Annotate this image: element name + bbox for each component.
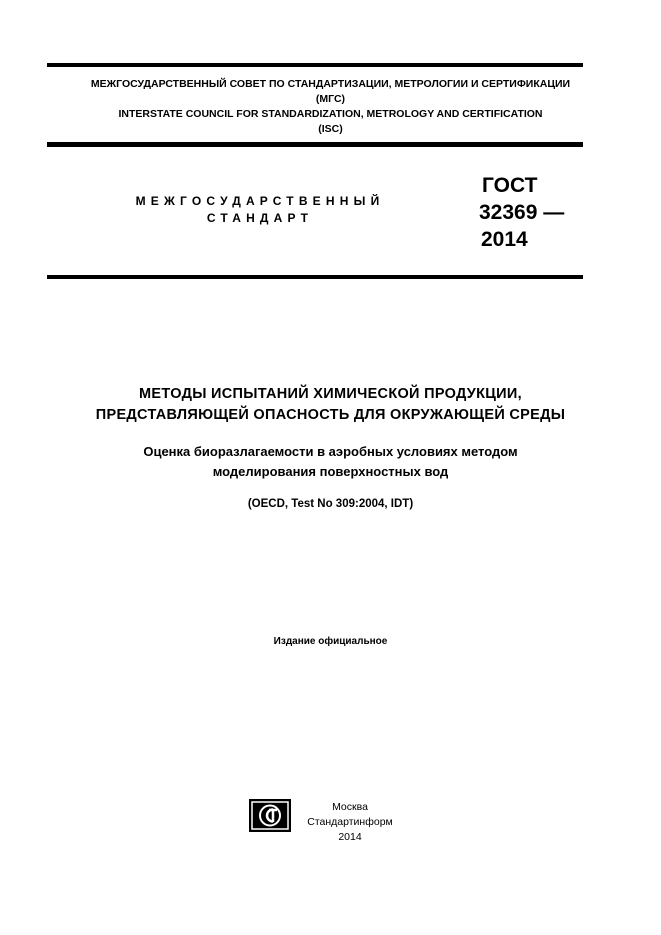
gost-number: 32369 — — [479, 201, 565, 224]
standartinform-logo-icon — [249, 799, 291, 832]
gost-year: 2014 — [481, 228, 528, 251]
document-subtitle — [0, 442, 661, 482]
subtitle-line1: Оценка биоразлагаемости в аэробных условиях методом — [143, 444, 518, 459]
document-title — [0, 384, 661, 426]
header-rule — [47, 142, 583, 147]
publisher-year: 2014 — [338, 831, 362, 843]
title-line2: ПРЕДСТАВЛЯЮЩЕЙ ОПАСНОСТЬ ДЛЯ ОКРУЖАЮЩЕЙ СРЕДЫ — [95, 407, 566, 423]
publisher-info — [300, 800, 400, 845]
oecd-reference: (OECD, Test No 309:2004, IDT) — [247, 498, 414, 510]
standard-label-line1: МЕЖГОСУДАРСТВЕННЫЙ — [135, 194, 385, 208]
top-rule — [47, 63, 583, 67]
council-name-ru: МЕЖГОСУДАРСТВЕННЫЙ СОВЕТ ПО СТАНДАРТИЗАЦИИ, МЕТРОЛОГИИ И СЕРТИФИКАЦИИ — [90, 78, 571, 90]
edition-label: Издание официальное — [273, 636, 388, 647]
council-name-en: INTERSTATE COUNCIL FOR STANDARDIZATION, METROLOGY AND CERTIFICATION — [118, 108, 543, 120]
council-abbr-ru: (МГС) — [315, 93, 346, 105]
council-abbr-en: (ISC) — [318, 123, 343, 135]
council-header — [0, 77, 661, 137]
title-line1: МЕТОДЫ ИСПЫТАНИЙ ХИМИЧЕСКОЙ ПРОДУКЦИИ, — [139, 386, 522, 402]
publisher-city: Москва — [332, 801, 368, 813]
publisher-name: Стандартинформ — [307, 816, 393, 828]
gost-label: ГОСТ — [482, 174, 538, 197]
standard-rule — [47, 275, 583, 279]
subtitle-line2: моделирования поверхностных вод — [212, 464, 449, 479]
standard-label-line2: СТАНДАРТ — [206, 211, 314, 225]
